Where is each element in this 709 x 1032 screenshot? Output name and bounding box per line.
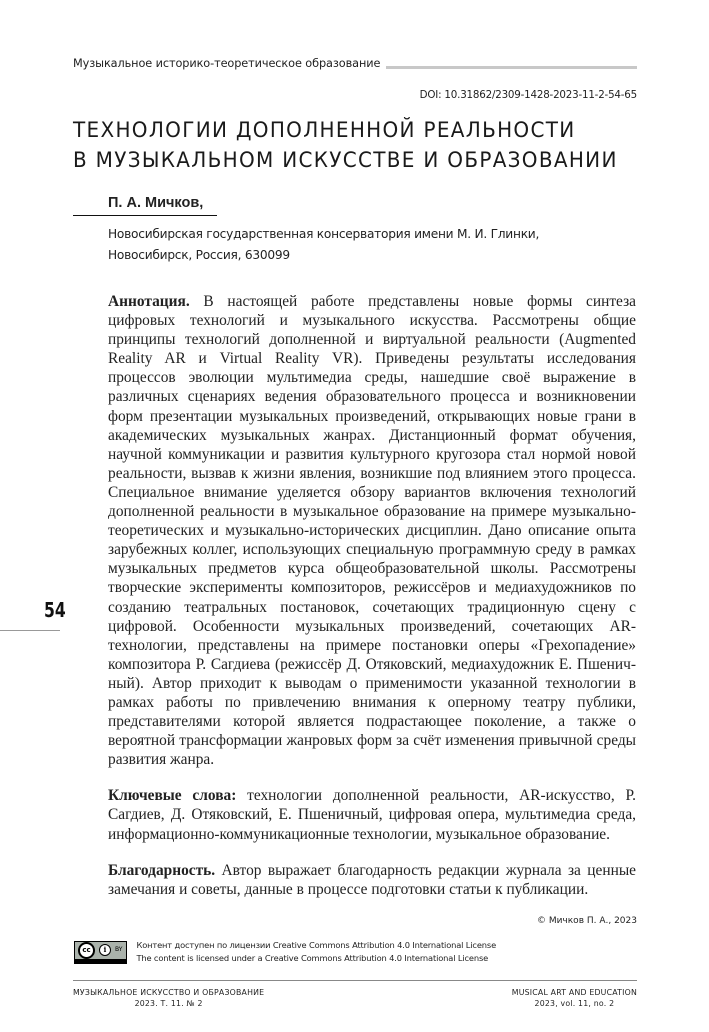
license-text <box>136 939 496 966</box>
acknowledgement-label: Благодарность. <box>108 861 216 879</box>
cc-by-license-badge[interactable] <box>74 941 127 964</box>
copyright: © Мичков П. А., 2023 <box>536 915 637 926</box>
doi: DOI: 10.31862/2309-1428-2023-11-2-54-65 <box>419 89 637 101</box>
author-block <box>73 194 217 216</box>
cc-icon: cc <box>78 942 95 959</box>
running-head-rule <box>386 66 637 69</box>
acknowledgement <box>108 861 636 899</box>
affiliation <box>108 224 709 266</box>
license-en: The content is licensed under a Creative Commons Attribution 4.0 International License <box>136 953 489 964</box>
affiliation-line: Новосибирская государственная консерватория имени М. И. Глинки, <box>108 227 540 241</box>
attribution-icon: i <box>99 944 111 956</box>
by-label: BY <box>115 946 123 954</box>
license-ru: Контент доступен по лицензии Creative Commons Attribution 4.0 International License <box>136 939 497 950</box>
footer-issue-ru: 2023. Т. 11. № 2 <box>134 998 203 1008</box>
acknowledgement-text: Автор выражает благодарность редакции журнала за ценные замечания и советы, данные в процессе подготовки статьи к публикации. <box>108 861 636 898</box>
footer-journal-title-ru: МУЗЫКАЛЬНОЕ ИСКУССТВО И ОБРАЗОВАНИЕ <box>73 987 265 997</box>
footer <box>73 980 637 1009</box>
abstract-label: Аннотация. <box>108 293 190 310</box>
article-title <box>73 116 709 176</box>
keywords <box>108 786 636 843</box>
page-number-rule <box>0 630 60 631</box>
running-head <box>73 56 637 72</box>
author-name: П. А. Мичков, <box>108 195 204 211</box>
page-number: 54 <box>44 598 66 622</box>
section-title: Музыкальное историко-теоретическое образование <box>73 57 381 70</box>
title-line: В МУЗЫКАЛЬНОМ ИСКУССТВЕ И ОБРАЗОВАНИИ <box>73 148 618 173</box>
footer-journal-en <box>512 987 637 1009</box>
title-line: ТЕХНОЛОГИИ ДОПОЛНЕННОЙ РЕАЛЬНОСТИ <box>73 118 576 143</box>
keywords-text: технологии дополненной реальности, AR-искусство, Р. Сагдиев, Д. Отяковский, Е. Пшеничный, цифровая опера, мультимедиа среда, информационно-коммуникационные технологии, музыкальное образование. <box>108 787 636 843</box>
affiliation-line: Новосибирск, Россия, 630099 <box>108 248 290 262</box>
footer-journal-ru <box>73 987 264 1009</box>
keywords-label: Ключевые слова: <box>108 787 237 805</box>
abstract-text: В настоящей работе представлены новые формы синтеза цифровых технологий и музыкального искусства. Рассмотрены общие принципы технологий дополненной и виртуальной реальности (Augmented Reality AR и Virtual Reality VR). Приведены результаты исследования процессов эволюции мультимедиа среды, нашедшие своё выражение в различных сценариях ведения образовательного процесса и возникновении форм презентации музыкальных произведений, открывающих новые грани в академических музыкальных жанрах. Дистанционный формат обучения, научной коммуникации и развития культурного кругозора стал нормой новой реальности, вызвав к жизни явления, возникшие под влиянием этого процесса. Специальное внимание уделяется обзору вариантов включения технологий дополненной реальности в музыкальное образование на примере музыкально-теоретических и музыкально-исторических дисциплин. Дано описание опыта зарубежных коллег, использующих специальную программную среду в рамках музыкальных предметов курса общеобразовательной школы. Рассмотрены творческие эксперименты композиторов, режиссёров и медиахудожников по созданию театральных постановок, сочетающих традиционную сцену с цифровой. Особенности музыкальных произведений, сочетающих AR-технологии, представлены на примере постановки оперы «Грехопадение» композитора Р. Сагдиева (режиссёр Д. Отяковский, медиахудожник Е. Пшеничный). Автор приходит к выводам о применимости указанной технологии в рамках работы по привлечению внимания к оперному театру публики, представителями которой является подрастающее поколение, а также о вероятной трансформации жанровых форм за счёт изменения привычной среды развития жанра. <box>108 293 636 769</box>
license-row <box>74 939 709 966</box>
abstract <box>108 292 636 769</box>
footer-journal-title-en: MUSICAL ART AND EDUCATION <box>511 987 637 997</box>
footer-issue-en: 2023, vol. 11, no. 2 <box>534 998 615 1008</box>
